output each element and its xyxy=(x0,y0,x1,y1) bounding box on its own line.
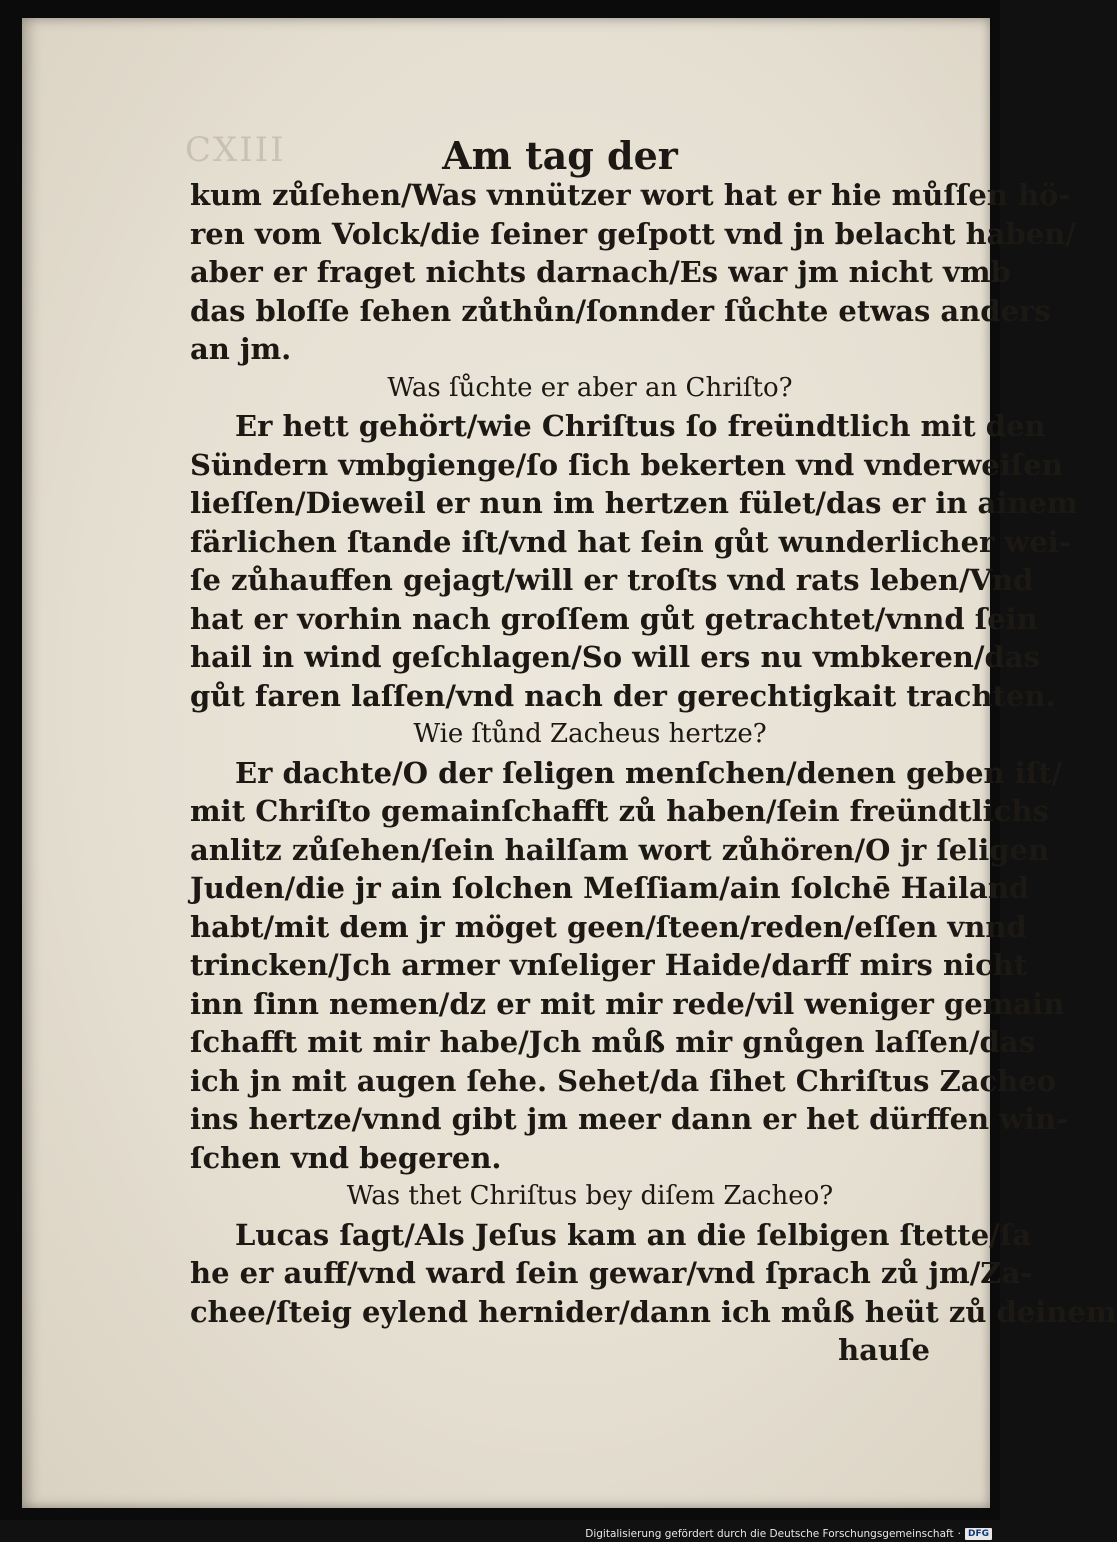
text-line: ſchafft mit mir habe/Jch můß mir gnůgen laſſen/das xyxy=(190,1025,1035,1059)
text-line: ich jn mit augen ſehe. Sehet/da ſihet Chriſtus Zacheo xyxy=(190,1063,1057,1098)
credit-text: Digitalisierung gefördert durch die Deutsche Forschungsgemeinschaft xyxy=(585,1528,954,1540)
text-line: ins hertze/vnnd gibt jm meer dann er het dürffen win- xyxy=(190,1102,1069,1136)
text-line: ren vom Volck/die ſeiner geſpott vnd jn belacht haben/ xyxy=(190,216,1076,251)
text-line: ſe zůhauffen gejagt/will er troſts vnd rats leben/Vnd xyxy=(190,563,1034,597)
section-question: Was ſůchte er aber an Chriſto? xyxy=(387,372,793,403)
digitization-credit: Digitalisierung gefördert durch die Deutsche Forschungsgemeinschaft · DFG xyxy=(585,1527,992,1541)
text-line: ſchen vnd begeren. xyxy=(190,1140,502,1175)
text-line: Er hett gehört/wie Chriſtus ſo freündtlich mit den xyxy=(235,409,1046,443)
section-question: Was thet Chriſtus bey diſem Zacheo? xyxy=(346,1181,834,1211)
text-line: habt/mit dem jr möget geen/ſteen/reden/eſſen vnnd xyxy=(190,909,1027,944)
text-line: Sündern vmbgienge/ſo ſich bekerten vnd vnderweiſen xyxy=(190,447,1063,482)
text-line: Lucas ſagt/Als Jeſus kam an die ſelbigen ſtette/ſa xyxy=(235,1217,1032,1252)
text-line: chee/ſteig eylend hernider/dann ich můß heüt zů deinem xyxy=(190,1294,1117,1329)
ghost-folio-number: CXIII xyxy=(185,130,286,170)
text-line: Er dachte/O der ſeligen menſchen/denen geben iſt/ xyxy=(235,755,1063,790)
text-line: aber er fraget nichts darnach/Es war jm nicht vmb xyxy=(190,255,1011,289)
text-line: hauſe xyxy=(838,1333,930,1367)
text-line: Juden/die jr ain ſolchen Meſſiam/ain ſolchē Hailand xyxy=(190,871,1030,905)
dfg-logo: DFG xyxy=(965,1528,992,1540)
text-line: färlichen ſtande iſt/vnd hat ſein gůt wunderlicher wei- xyxy=(190,524,1071,559)
running-title: Am tag der xyxy=(442,133,678,178)
text-line: lieſſen/Dieweil er nun im hertzen fület/das er in ainem xyxy=(190,486,1078,520)
text-line: he er auff/vnd ward ſein gewar/vnd ſprach zů jm/Za- xyxy=(190,1256,1033,1290)
text-line: trincken/Jch armer vnſeliger Haide/darff mirs nicht xyxy=(190,948,1028,982)
text-line: hat er vorhin nach groſſem gůt getrachtet/vnnd ſein xyxy=(190,601,1038,636)
text-line: anlitz zůſehen/ſein hailſam wort zůhören/O jr ſeligen xyxy=(190,832,1050,867)
text-line: mit Chriſto gemainſchafft zů haben/ſein freündtlichs xyxy=(190,794,1049,828)
section-question: Wie ſtůnd Zacheus hertze? xyxy=(413,719,767,749)
text-line: kum zůſehen/Was vnnützer wort hat er hie můſſen hö- xyxy=(190,178,1071,212)
text-line: hail in wind geſchlagen/So will ers nu vmbkeren/das xyxy=(190,640,1040,674)
text-line: an jm. xyxy=(190,332,292,366)
text-line: gůt faren laſſen/vnd nach der gerechtigkait trachten. xyxy=(190,678,1056,713)
text-line: das bloſſe ſehen zůthůn/ſonnder ſůchte etwas anders xyxy=(190,293,1051,328)
body-text xyxy=(190,176,1117,1370)
text-line: inn ſinn nemen/dz er mit mir rede/vil weniger gemain xyxy=(190,986,1065,1021)
